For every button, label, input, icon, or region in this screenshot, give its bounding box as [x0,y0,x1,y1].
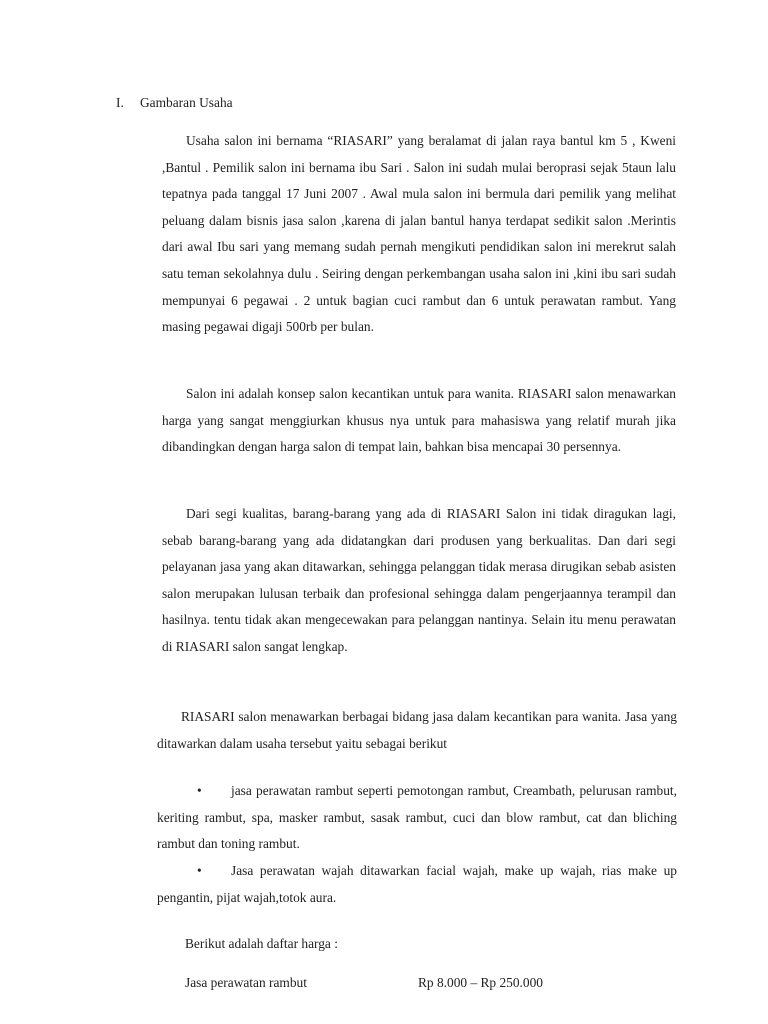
price-row-value: Rp 8.000 – Rp 250.000 [418,975,543,990]
bullet-text: Jasa perawatan wajah ditawarkan facial wajah, make up wajah, rias make up pengantin, pijat wajah,totok aura. [157,863,677,905]
bullet-marker: • [197,783,202,798]
section-title: Gambaran Usaha [140,95,233,110]
bullet-item-face-care [157,858,677,911]
bullet-marker: • [197,863,202,878]
paragraph-salon-concept: Salon ini adalah konsep salon kecantikan untuk para wanita. RIASARI salon menawarkan harga yang sangat menggiurkan khusus nya untuk para mahasiswa yang relatif murah jika dibandingkan dengan harga salon di tempat lain, bahkan bisa mencapai 30 persennya. [162,386,676,455]
bullet-text: jasa perawatan rambut seperti pemotongan rambut, Creambath, pelurusan rambut, keriting rambut, spa, masker rambut, sasak rambut, cuci dan blow rambut, cat dan bliching rambut dan toning rambut. [157,783,677,852]
paragraph-quality: Dari segi kualitas, barang-barang yang ada di RIASARI Salon ini tidak diragukan lagi, sebab barang-barang yang ada didatangkan dari produsen yang berkualitas. Dan dari segi pelayanan jasa yang akan ditawarkan, sehingga pelanggan tidak merasa dirugikan sebab asisten salon merupakan lulusan terbaik dan profesional sehingga dalam pengerjaannya terampil dan hasilnya. tentu tidak akan mengecewakan para pelanggan nantinya. Selain itu menu perawatan di RIASARI salon sangat lengkap. [162,506,676,654]
section-number: I. [116,95,124,110]
bullet-item-hair-care [157,778,677,858]
price-list-intro: Berikut adalah daftar harga : [185,936,338,951]
price-row-label: Jasa perawatan rambut [185,975,307,990]
section-heading [116,93,233,113]
paragraph-services-intro: RIASARI salon menawarkan berbagai bidang jasa dalam kecantikan para wanita. Jasa yang ditawarkan dalam usaha tersebut yaitu sebagai berikut [157,709,677,751]
paragraph-business-overview: Usaha salon ini bernama “RIASARI” yang beralamat di jalan raya bantul km 5 , Kweni ,Bantul . Pemilik salon ini bernama ibu Sari . Salon ini sudah mulai beroprasi sejak 5taun lalu tepatnya pada tanggal 17 Juni 2007 . Awal mula salon ini bermula dari pemilik yang melihat peluang dalam bisnis jasa salon ,karena di jalan bantul hanya terdapat sedikit salon .Merintis dari awal Ibu sari yang memang sudah pernah mengikuti pendidikan salon ini merekrut salah satu teman sekolahnya dulu . Seiring dengan perkembangan usaha salon ini ,kini ibu sari sudah mempunyai 6 pegawai . 2 untuk bagian cuci rambut dan 6 untuk perawatan rambut. Yang masing pegawai digaji 500rb per bulan. [162,133,676,335]
